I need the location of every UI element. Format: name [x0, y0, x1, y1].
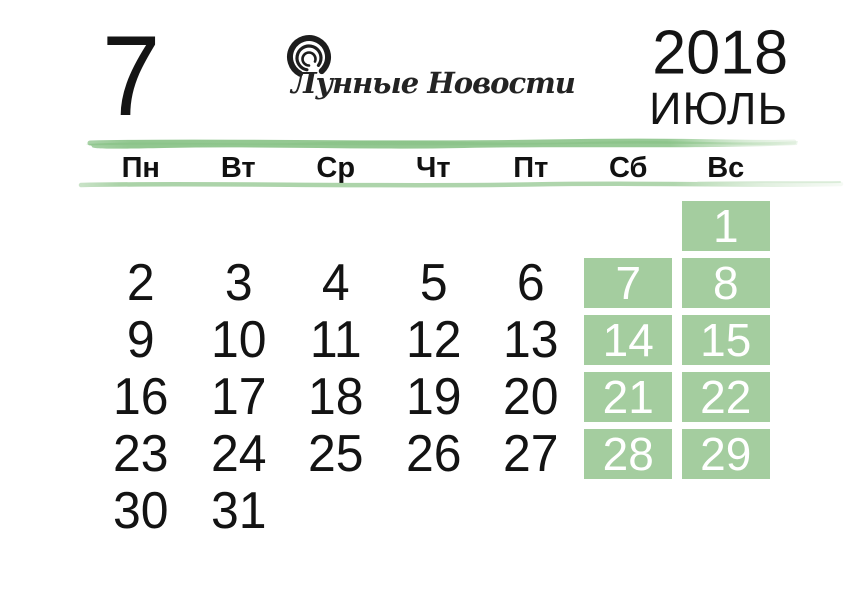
day-cell: 27 — [502, 424, 559, 483]
day-cell: 17 — [210, 367, 267, 426]
day-cell: 25 — [307, 424, 364, 483]
day-cell: 26 — [405, 424, 462, 483]
calendar-grid — [92, 197, 775, 539]
day-cell: 2 — [126, 253, 155, 312]
day-cell: 19 — [405, 367, 462, 426]
brush-stroke-bottom — [78, 180, 844, 190]
day-cell: 18 — [307, 367, 364, 426]
weekday-label-mon: Пн — [121, 152, 160, 184]
weekday-label-sat: Сб — [609, 152, 648, 184]
month-number: 7 — [102, 13, 158, 140]
day-cell: 5 — [419, 253, 448, 312]
day-cell: 12 — [405, 310, 462, 369]
weekday-label-wed: Ср — [316, 152, 356, 184]
day-cell-weekend: 22 — [682, 372, 770, 422]
day-cell-weekend: 28 — [584, 429, 672, 479]
month-name-label: ИЮЛЬ — [649, 83, 788, 134]
weekday-label-thu: Чт — [415, 152, 451, 184]
day-cell: 30 — [112, 481, 169, 540]
brush-stroke-top — [84, 136, 800, 150]
day-cell: 23 — [112, 424, 169, 483]
day-cell: 31 — [210, 481, 267, 540]
day-cell: 3 — [224, 253, 253, 312]
day-cell-weekend: 15 — [682, 315, 770, 365]
day-cell: 10 — [210, 310, 267, 369]
day-cell: 6 — [516, 253, 545, 312]
day-cell-weekend: 1 — [682, 201, 770, 251]
logo-text: Лунные Новости — [291, 66, 575, 100]
day-cell-weekend: 14 — [584, 315, 672, 365]
year-month-block — [649, 17, 788, 134]
day-cell-weekend: 29 — [682, 429, 770, 479]
day-cell: 13 — [502, 310, 559, 369]
weekday-label-tue: Вт — [220, 152, 256, 184]
day-cell-weekend: 8 — [682, 258, 770, 308]
day-cell: 9 — [126, 310, 155, 369]
day-cell: 24 — [210, 424, 267, 483]
logo — [283, 34, 575, 106]
day-cell: 16 — [112, 367, 169, 426]
day-cell-weekend: 21 — [584, 372, 672, 422]
day-cell-weekend: 7 — [584, 258, 672, 308]
day-cell: 4 — [321, 253, 350, 312]
weekday-label-fri: Пт — [513, 152, 549, 184]
day-cell: 20 — [502, 367, 559, 426]
weekday-label-sun: Вс — [707, 152, 745, 184]
year-label: 2018 — [652, 17, 788, 87]
day-cell: 11 — [309, 310, 362, 369]
